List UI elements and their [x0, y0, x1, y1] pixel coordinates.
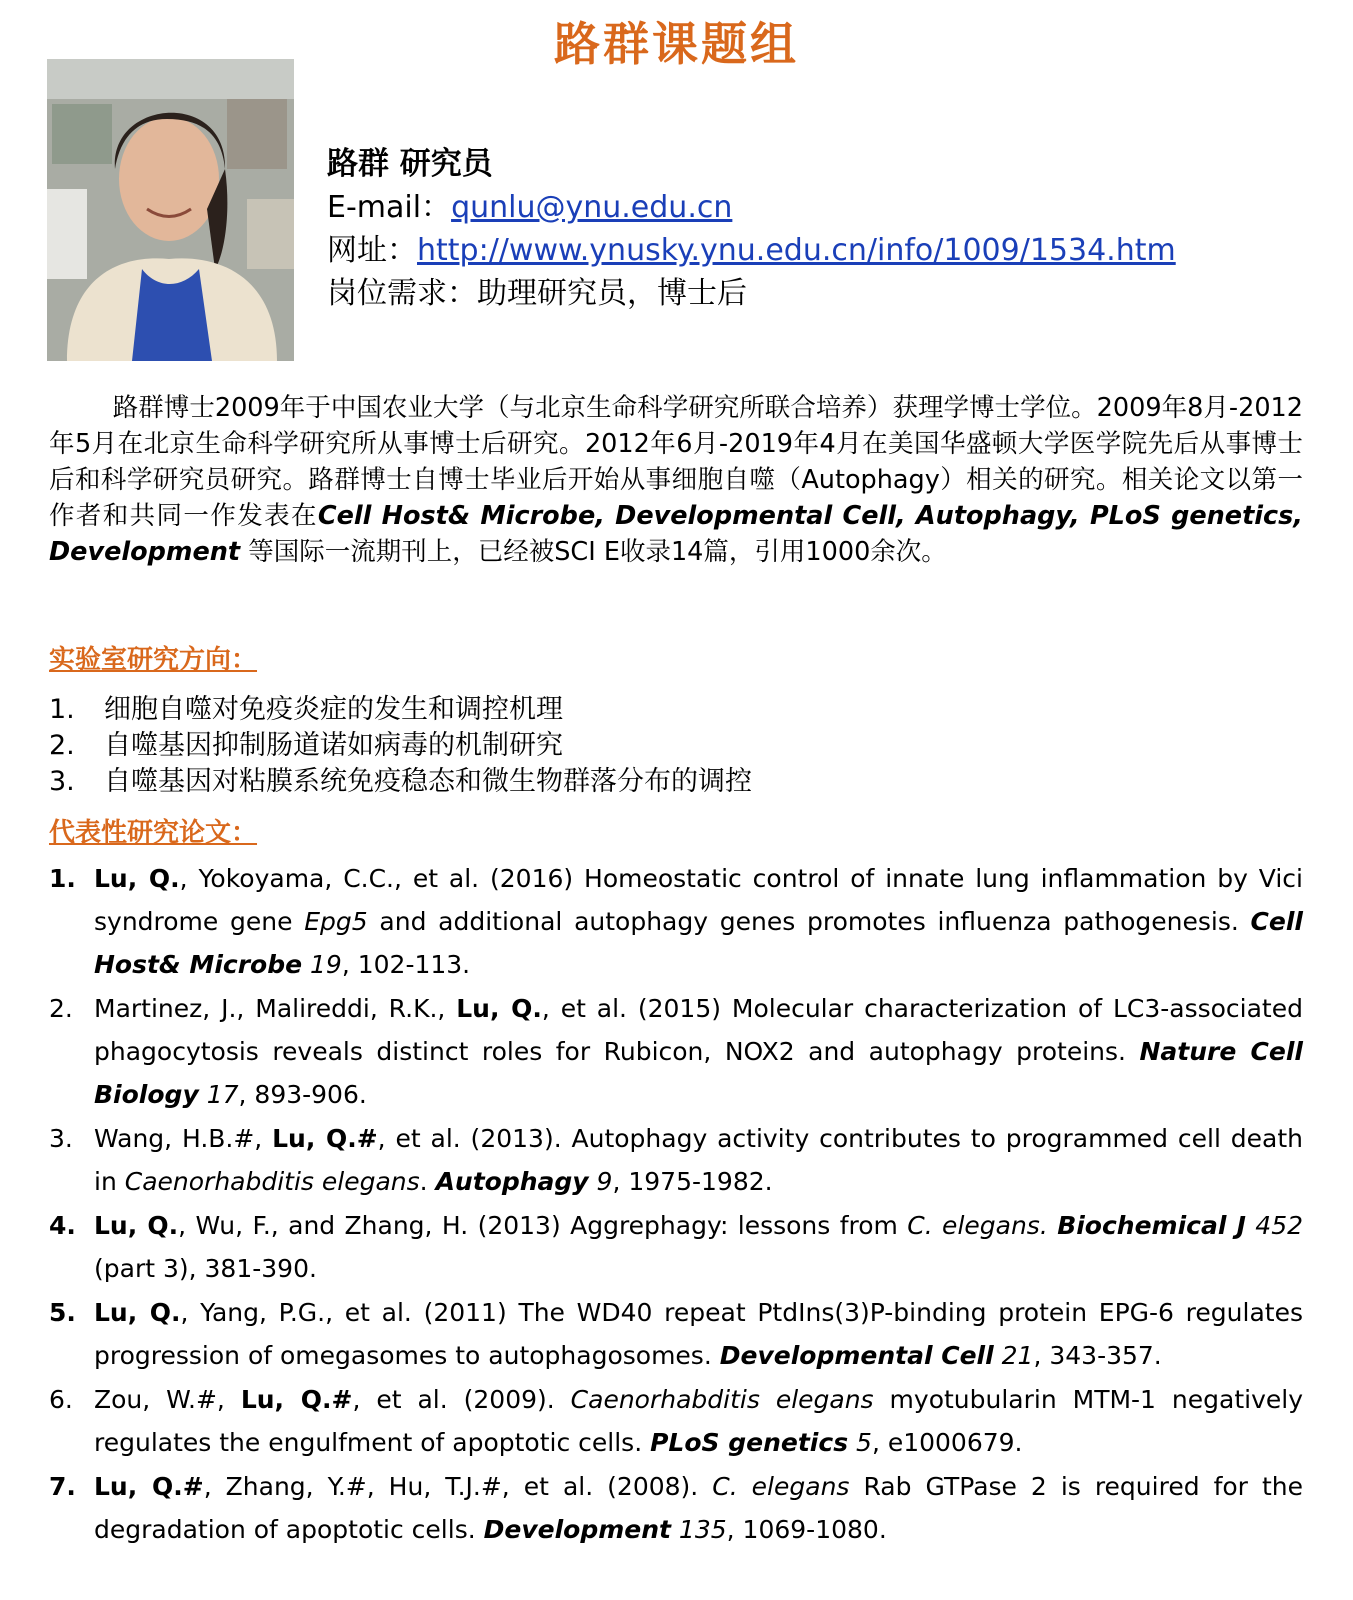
website-label: 网址： [327, 233, 417, 268]
list-item-number: 1. [49, 694, 75, 725]
paper-citation: Lu, Q.#, Zhang, Y.#, Hu, T.J.#, et al. (2008). C. elegans Rab GTPase 2 is required for the degradation of apoptotic cells. Development 135, 1069-1080. [94, 1472, 1303, 1544]
bio-text-1: 路群博士2009年于中国农业大学（与北京生命科学研究所联合培养）获理学博士学位。2009年8月-2012年5月在北京生命科学研究所从事博士后研究。2012年6月-2019年4月在美国华盛顿大学医学院先后从事博士后和科学研究员研究。路群博士自博士毕业后开始从事细胞自噬（Autophagy）相关的研究。相关论文以第一作者和共同一作发表在 [49, 393, 1303, 531]
email-label: E-mail： [327, 190, 452, 225]
paper-number: 5. [49, 1298, 76, 1327]
papers-list [49, 857, 1303, 1552]
paper-citation: Lu, Q., Yang, P.G., et al. (2011) The WD40 repeat PtdIns(3)P-binding protein EPG-6 regulates progression of omegasomes to autophagosomes. Developmental Cell 21, 343-357. [94, 1298, 1303, 1370]
list-item [49, 728, 752, 764]
paper-item [49, 1291, 1303, 1377]
positions-line: 岗位需求：助理研究员，博士后 [327, 276, 747, 311]
directions-list [49, 692, 752, 800]
email-line [327, 186, 1176, 229]
paper-citation: Wang, H.B.#, Lu, Q.#, et al. (2013). Autophagy activity contributes to programmed cell death in Caenorhabditis elegans. Autophagy 9, 1975-1982. [94, 1124, 1303, 1196]
list-item [49, 764, 752, 800]
portrait-photo [47, 59, 294, 361]
paper-item [49, 1378, 1303, 1464]
paper-citation: Martinez, J., Malireddi, R.K., Lu, Q., et al. (2015) Molecular characterization of LC3-associated phagocytosis reveals distinct roles for Rubicon, NOX2 and autophagy proteins. Nature Cell Biology 17, 893-906. [94, 994, 1303, 1109]
directions-heading: 实验室研究方向： [49, 645, 258, 675]
paper-number: 6. [49, 1385, 73, 1414]
paper-citation: Lu, Q., Yokoyama, C.C., et al. (2016) Homeostatic control of innate lung inflammation by Vici syndrome gene Epg5 and additional autophagy genes promotes influenza pathogenesis. Cell Host& Microbe 19, 102-113. [94, 864, 1303, 979]
bio-journals: Cell Host& Microbe, Developmental Cell, Autophagy, PLoS genetics, Development [49, 501, 1303, 567]
list-item-text: 细胞自噬对免疫炎症的发生和调控机理 [104, 694, 563, 725]
paper-item [49, 1117, 1303, 1203]
list-item-text: 自噬基因对粘膜系统免疫稳态和微生物群落分布的调控 [104, 766, 752, 797]
list-item [49, 692, 752, 728]
website-line [327, 229, 1176, 272]
paper-citation: Zou, W.#, Lu, Q.#, et al. (2009). Caenorhabditis elegans myotubularin MTM-1 negatively regulates the engulfment of apoptotic cells. PLoS genetics 5, e1000679. [94, 1385, 1303, 1457]
profile-name-title: 路群 研究员 [327, 146, 493, 182]
paper-number: 3. [49, 1124, 73, 1153]
paper-item [49, 1465, 1303, 1551]
paper-item [49, 987, 1303, 1116]
profile-block [327, 142, 1176, 315]
paper-item [49, 1204, 1303, 1290]
page-title: 路群课题组 [554, 17, 799, 71]
email-link[interactable]: qunlu@ynu.edu.cn [451, 190, 733, 225]
paper-number: 4. [49, 1211, 76, 1240]
paper-citation: Lu, Q., Wu, F., and Zhang, H. (2013) Aggrephagy: lessons from C. elegans. Biochemical J 452 (part 3), 381-390. [94, 1211, 1303, 1283]
bio-text-2: 等国际一流期刊上，已经被SCI E收录14篇，引用1000余次。 [240, 537, 947, 567]
bio-paragraph [49, 390, 1303, 570]
list-item-text: 自噬基因抑制肠道诺如病毒的机制研究 [104, 730, 563, 761]
list-item-number: 2. [49, 730, 75, 761]
papers-heading: 代表性研究论文： [49, 818, 258, 848]
website-link[interactable]: http://www.ynusky.ynu.edu.cn/info/1009/1534.htm [417, 233, 1176, 268]
portrait-photo-icon [47, 59, 294, 361]
paper-number: 2. [49, 994, 73, 1023]
paper-number: 7. [49, 1472, 76, 1501]
paper-number: 1. [49, 864, 76, 893]
paper-item [49, 857, 1303, 986]
list-item-number: 3. [49, 766, 75, 797]
